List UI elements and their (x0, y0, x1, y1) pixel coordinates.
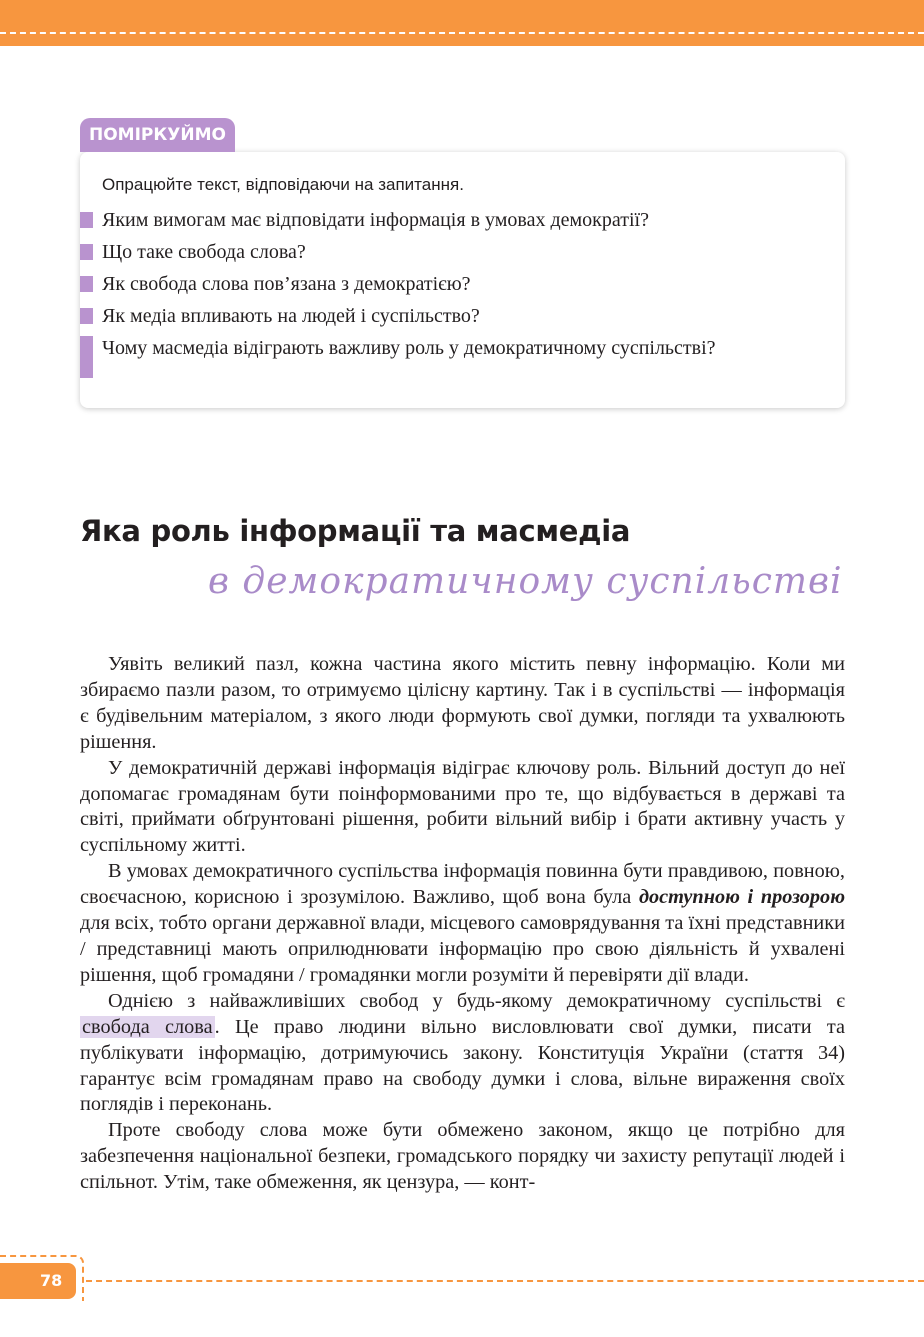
question-list (80, 207, 820, 367)
square-bullet-icon (80, 336, 93, 378)
question-text: Яким вимогам має відповідати інформація в умовах демократії? (102, 209, 649, 231)
emphasis-text: доступною і прозорою (638, 886, 845, 909)
paragraph: У демократичній державі інформація відіграє ключову роль. Вільний доступ до неї допомагає громадянам бути поінформованими про те, що відбувається в державі та світі, приймати обґрунтовані рішення, робити вільний вибір і брати активну участь у суспільному житті. (80, 756, 845, 857)
paragraph: Проте свободу слова може бути обмежено законом, якщо це потрібно для забезпечення національної безпеки, громадського порядку чи захисту репутації людей і спільнот. Утім, таке обмеження, як цензура, — конт- (80, 1119, 845, 1194)
question-text: Чому масмедіа відіграють важливу роль у демократичному суспільстві? (102, 337, 716, 359)
paragraph-text: . Це право людини вільно висловлювати свої думки, писати та публікувати інформацію, дотримуючись закону. Конституція України (стаття 34) гарантує всім громадянам право на свободу думки і слова, вільне вираження своїх поглядів і переконань. (80, 1015, 845, 1116)
top-dashed-line (0, 32, 924, 34)
section-title: Яка роль інформації та масмедіа (80, 514, 631, 548)
question-text: Що таке свобода слова? (102, 241, 306, 263)
page-number: 78 (40, 1271, 63, 1290)
page-number-tab (0, 1263, 76, 1299)
paragraph: Уявіть великий пазл, кожна частина якого містить певну інформацію. Коли ми збираємо пазли разом, то отримуємо цілісну картину. Так і в суспільстві — інформація є будівельним матеріалом, з якого люди формують свої думки, погляди та ухвалюють рішення. (80, 653, 845, 753)
paragraph-text: для всіх, тобто органи державної влади, місцевого самоврядування та їхні представники / представниці мають оприлюднювати інформацію про свою діяльність й ухвалені рішення, щоб громадяни / громадянки могли розуміти й перевіряти дії влади. (80, 912, 845, 986)
question-text: Як свобода слова пов’язана з демократією? (102, 273, 471, 295)
question-item (80, 335, 820, 361)
question-item (80, 271, 820, 297)
think-box-intro: Опрацюйте текст, відповідаючи на запитання. (102, 175, 464, 194)
paragraph (80, 859, 845, 989)
square-bullet-icon (80, 308, 93, 324)
footer-dashed-line (86, 1280, 924, 1282)
question-item (80, 239, 820, 265)
paragraph-text: В умовах демократичного суспільства інформація повинна бути правдивою, повною, своєчасною, корисною і зрозумілою. Важливо, щоб вона була (80, 860, 845, 909)
highlighted-term: свобода слова (82, 1015, 213, 1038)
square-bullet-icon (80, 244, 93, 260)
square-bullet-icon (80, 276, 93, 292)
section-script-subtitle: в демократичному суспільстві (208, 561, 843, 602)
question-item (80, 303, 820, 329)
question-item (80, 207, 820, 233)
body-text (80, 652, 845, 1196)
top-orange-band (0, 0, 924, 46)
paragraph (80, 989, 845, 1119)
paragraph-text: Однією з найважливіших свобод у будь-якому демократичному суспільстві є (108, 989, 845, 1012)
think-box-label: ПОМІРКУЙМО (80, 118, 235, 152)
square-bullet-icon (80, 212, 93, 228)
question-text: Як медіа впливають на людей і суспільство? (102, 305, 480, 327)
